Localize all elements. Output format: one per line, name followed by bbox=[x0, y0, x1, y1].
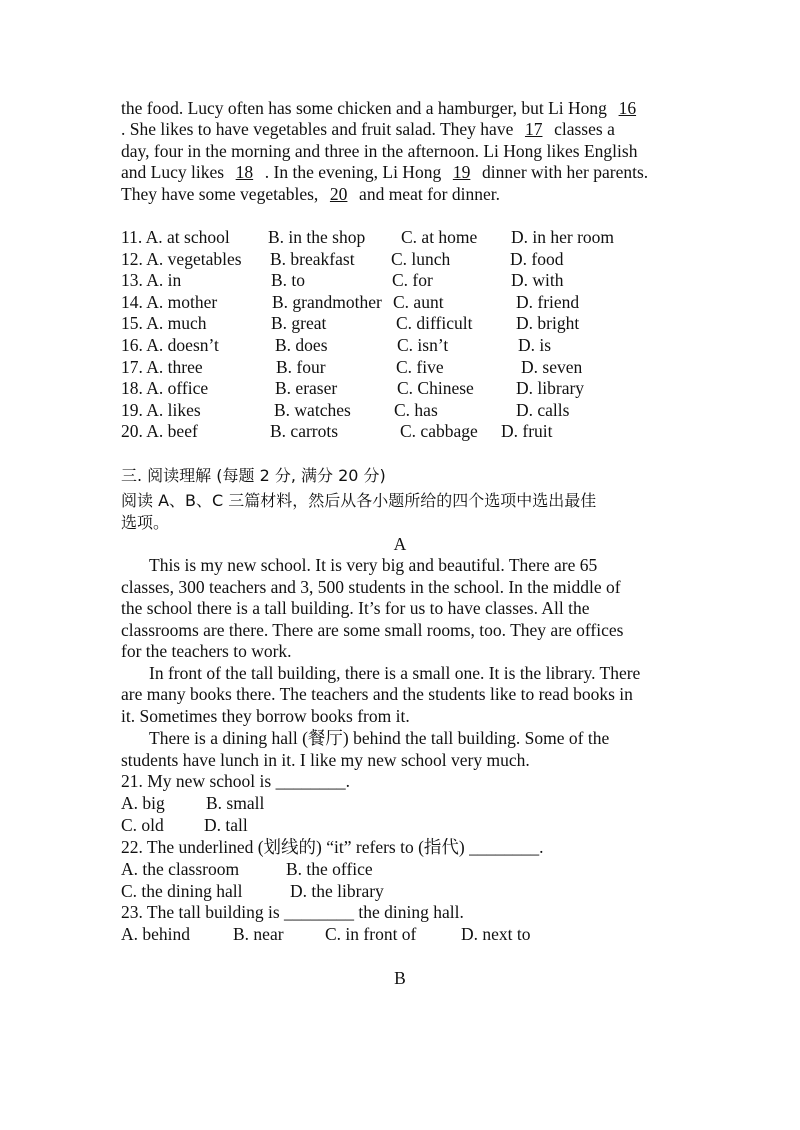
question-23-option-a: A. behind bbox=[121, 924, 191, 944]
question-23-option-c: C. in front of bbox=[325, 924, 417, 944]
passage-a-line: are many books there. The teachers and the students like to read books in bbox=[121, 684, 633, 704]
cloze-text: and meat for dinner. bbox=[354, 184, 500, 204]
question-20-option-c: C. cabbage bbox=[400, 421, 478, 442]
question-23-option-b: B. near bbox=[233, 924, 284, 944]
cloze-text: . She likes to have vegetables and fruit salad. They have bbox=[121, 119, 518, 139]
question-13-option-c: C. for bbox=[392, 270, 433, 291]
question-20-option-b: B. carrots bbox=[270, 421, 339, 442]
question-22-option-c: C. the dining hall bbox=[121, 881, 243, 901]
question-19-option-b: B. watches bbox=[274, 399, 351, 420]
cloze-line-5 bbox=[121, 184, 500, 205]
question-13-option-a: 13. A. in bbox=[121, 270, 182, 291]
question-22-option-a: A. the classroom bbox=[121, 859, 240, 879]
question-20-option-d: D. fruit bbox=[501, 421, 553, 442]
section-3-title: 三. 阅读理解 (每题 2 分, 满分 20 分) bbox=[121, 466, 386, 485]
passage-a-line: the school there is a tall building. It’s for us to have classes. All the bbox=[121, 598, 590, 618]
question-17-option-c: C. five bbox=[396, 356, 444, 377]
cloze-line-2 bbox=[121, 119, 615, 140]
cloze-text: classes a bbox=[549, 119, 615, 139]
question-21-option-b: B. small bbox=[206, 793, 265, 813]
question-17-option-b: B. four bbox=[276, 356, 326, 377]
question-16-option-c: C. isn’t bbox=[397, 335, 449, 355]
question-19-option-d: D. calls bbox=[516, 399, 570, 420]
question-12-option-d: D. food bbox=[510, 248, 564, 269]
question-23-stem: 23. The tall building is ________ the dining hall. bbox=[121, 902, 464, 922]
passage-a-label: A bbox=[393, 534, 407, 554]
passage-b-label: B bbox=[394, 968, 406, 988]
question-21-stem: 21. My new school is ________. bbox=[121, 771, 350, 791]
question-22-stem: 22. The underlined (划线的) “it” refers to (指代) ________. bbox=[121, 837, 544, 857]
question-14-option-c: C. aunt bbox=[393, 291, 444, 312]
question-21-option-d: D. tall bbox=[204, 815, 248, 835]
question-11-option-b: B. in the shop bbox=[268, 227, 366, 247]
blank-18: 18 bbox=[235, 162, 254, 182]
question-22-option-d: D. the library bbox=[290, 881, 384, 901]
section-3-instruction: 阅读 A、B、C 三篇材料，然后从各小题所给的四个选项中选出最佳 bbox=[121, 491, 597, 510]
question-17-option-d: D. seven bbox=[521, 356, 583, 377]
question-19-option-c: C. has bbox=[394, 399, 438, 420]
question-11-option-d: D. in her room bbox=[511, 227, 615, 247]
blank-16: 16 bbox=[618, 98, 637, 118]
question-18-option-a: 18. A. office bbox=[121, 378, 209, 399]
question-14-option-d: D. friend bbox=[516, 291, 580, 312]
question-17-option-a: 17. A. three bbox=[121, 356, 203, 377]
cloze-text: and Lucy likes bbox=[121, 162, 229, 182]
cloze-text: day, four in the morning and three in the afternoon. Li Hong likes English bbox=[121, 141, 638, 161]
question-18-option-d: D. library bbox=[516, 378, 585, 399]
passage-a-line: for the teachers to work. bbox=[121, 641, 292, 661]
cloze-line-3 bbox=[121, 141, 637, 162]
passage-a-line: it. Sometimes they borrow books from it. bbox=[121, 706, 410, 726]
question-14-option-b: B. grandmother bbox=[272, 291, 382, 312]
question-16-option-b: B. does bbox=[275, 335, 328, 355]
cloze-text: the food. Lucy often has some chicken and a hamburger, but Li Hong bbox=[121, 98, 612, 118]
cloze-text: . In the evening, Li Hong bbox=[260, 162, 446, 182]
cloze-text: dinner with her parents. bbox=[477, 162, 649, 182]
question-11-option-c: C. at home bbox=[401, 227, 478, 247]
question-14-option-a: 14. A. mother bbox=[121, 291, 218, 312]
cloze-line-4 bbox=[121, 162, 648, 183]
question-20-option-a: 20. A. beef bbox=[121, 421, 198, 442]
passage-a-line: classrooms are there. There are some small rooms, too. They are offices bbox=[121, 620, 624, 640]
question-21-option-c: C. old bbox=[121, 815, 164, 835]
question-12-option-b: B. breakfast bbox=[270, 248, 355, 269]
blank-17: 17 bbox=[524, 119, 543, 139]
question-15-option-d: D. bright bbox=[516, 313, 580, 334]
blank-20: 20 bbox=[329, 184, 348, 204]
question-21-option-a: A. big bbox=[121, 793, 165, 813]
question-18-option-b: B. eraser bbox=[275, 378, 338, 399]
question-16-option-a: 16. A. doesn’t bbox=[121, 335, 219, 355]
question-12-option-c: C. lunch bbox=[391, 248, 451, 269]
passage-a-line: students have lunch in it. I like my new school very much. bbox=[121, 750, 530, 770]
question-16-option-d: D. is bbox=[518, 335, 552, 355]
cloze-text: They have some vegetables, bbox=[121, 184, 323, 204]
question-12-option-a: 12. A. vegetables bbox=[121, 248, 242, 269]
section-3-instruction-cont: 选项。 bbox=[121, 513, 170, 532]
question-11-option-a: 11. A. at school bbox=[121, 227, 230, 247]
question-22-option-b: B. the office bbox=[286, 859, 373, 879]
question-23-option-d: D. next to bbox=[461, 924, 531, 944]
passage-a-line: This is my new school. It is very big and beautiful. There are 65 bbox=[149, 555, 598, 575]
question-15-option-a: 15. A. much bbox=[121, 313, 207, 334]
question-18-option-c: C. Chinese bbox=[397, 378, 474, 399]
question-19-option-a: 19. A. likes bbox=[121, 399, 201, 420]
question-15-option-b: B. great bbox=[271, 313, 327, 334]
passage-a-line: In front of the tall building, there is a small one. It is the library. There bbox=[149, 663, 641, 683]
question-15-option-c: C. difficult bbox=[396, 313, 473, 334]
question-13-option-d: D. with bbox=[511, 270, 564, 291]
passage-a-line: classes, 300 teachers and 3, 500 students in the school. In the middle of bbox=[121, 577, 621, 597]
blank-19: 19 bbox=[452, 162, 471, 182]
cloze-line-1 bbox=[121, 98, 643, 119]
passage-a-line: There is a dining hall (餐厅) behind the tall building. Some of the bbox=[149, 728, 610, 748]
question-13-option-b: B. to bbox=[271, 270, 306, 291]
